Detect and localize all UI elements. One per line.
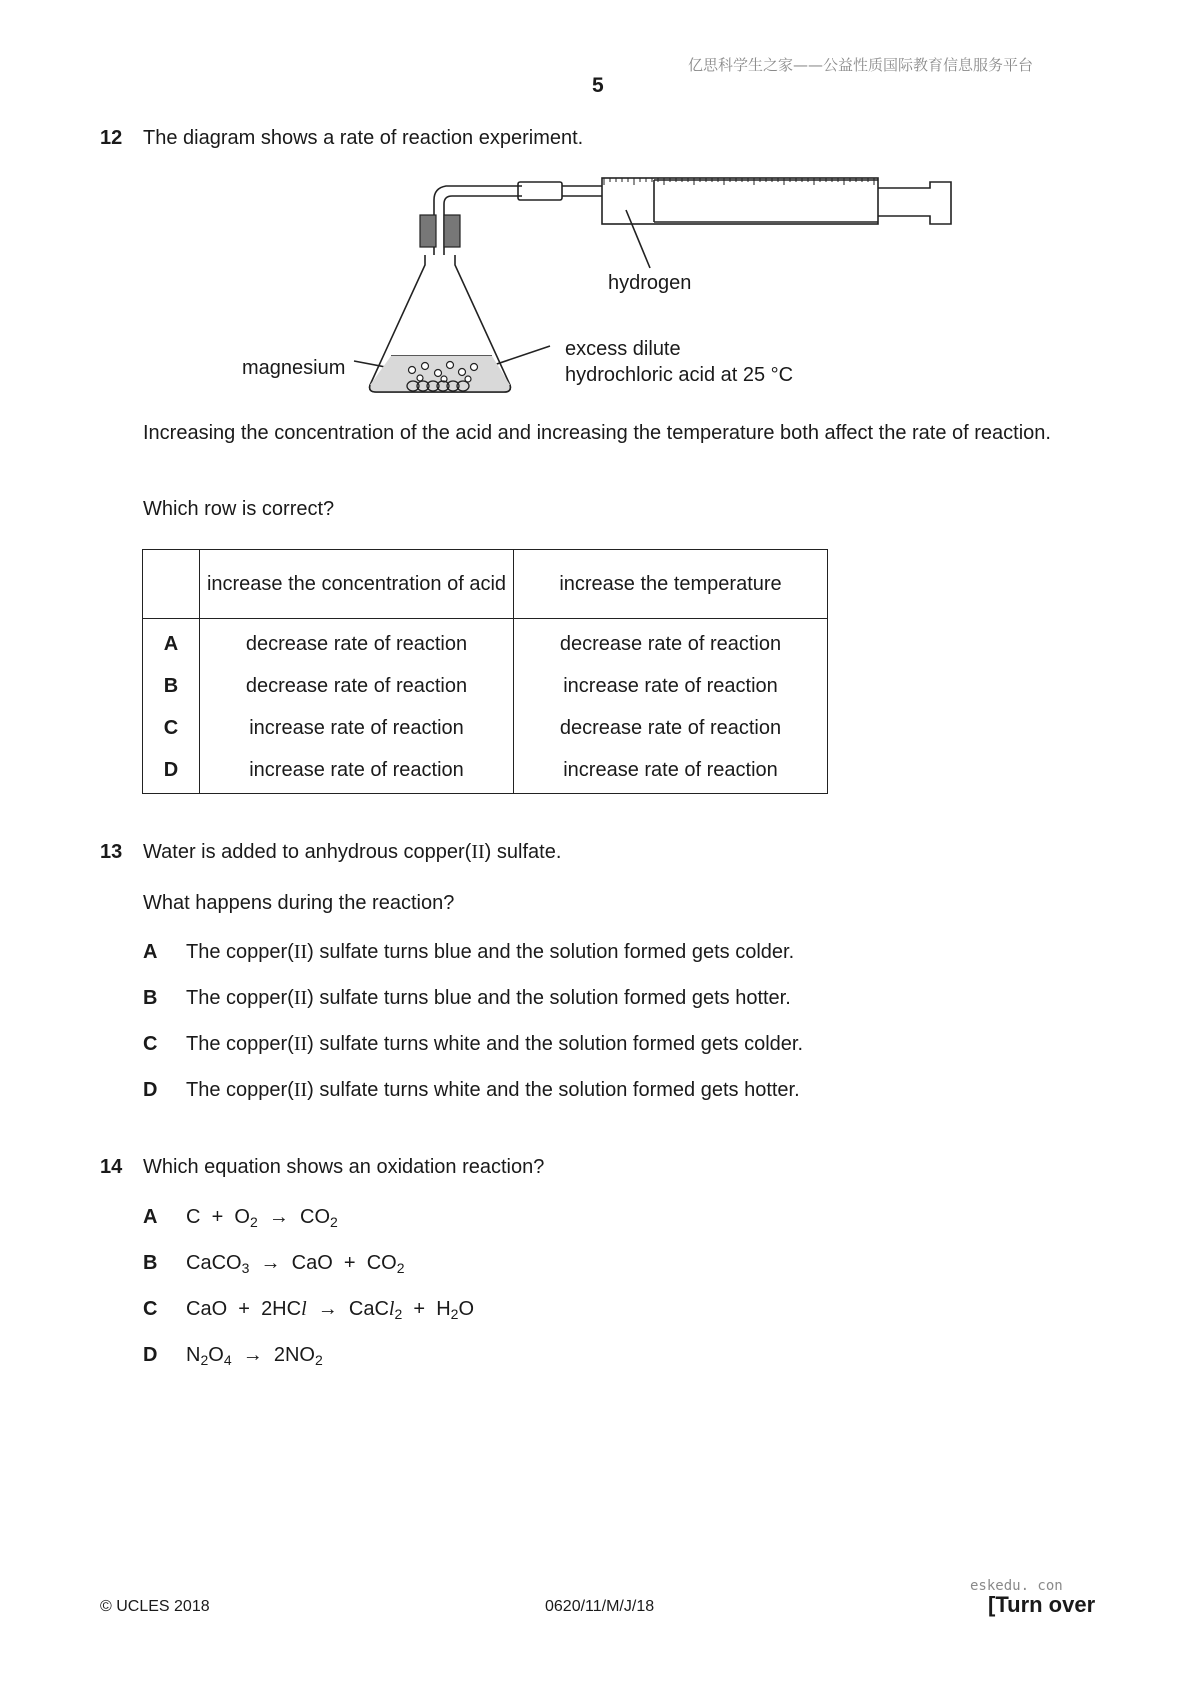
syringe-plunger xyxy=(654,180,951,224)
cell-concentration: increase rate of reaction xyxy=(200,707,514,749)
table-row xyxy=(143,619,828,666)
q14-equation-d: $N_2O_4 \to 2NO_2$ xyxy=(186,1344,323,1368)
footer-turn-over: [Turn over xyxy=(988,1592,1096,1617)
q14-option-label: B xyxy=(143,1252,158,1274)
table-row xyxy=(143,707,828,749)
footer-paper-code: 0620/11/M/J/18 xyxy=(545,1598,655,1615)
q13-option-label: B xyxy=(143,987,158,1009)
question-13-prompt: What happens during the reaction? xyxy=(143,892,455,914)
label-acid-line1: excess dilute xyxy=(565,338,681,360)
cell-temperature: decrease rate of reaction xyxy=(514,619,828,666)
q14-option-label: C xyxy=(143,1298,158,1320)
label-hydrogen: hydrogen xyxy=(608,272,692,294)
footer-copyright: © UCLES 2018 xyxy=(100,1598,210,1615)
answer-table xyxy=(142,549,828,794)
q13-option-label: D xyxy=(143,1079,158,1101)
syringe-barrel xyxy=(602,178,878,224)
question-12-prompt: Which row is correct? xyxy=(143,498,335,520)
q13-option-label: C xyxy=(143,1033,158,1055)
label-magnesium: magnesium xyxy=(242,357,346,379)
question-13-stem: Water is added to anhydrous copper(II) sulfate. xyxy=(143,841,562,863)
footer-watermark: eskedu. con xyxy=(970,1578,1063,1594)
q14-option-label: D xyxy=(143,1344,158,1366)
question-12-info: Increasing the concentration of the acid and increasing the temperature both affect the rate of reaction. xyxy=(143,422,1051,444)
question-13-number: 13 xyxy=(100,841,123,863)
row-label: C xyxy=(143,707,200,749)
cell-concentration: decrease rate of reaction xyxy=(200,619,514,666)
question-14-number: 14 xyxy=(100,1156,123,1178)
bung-left xyxy=(420,215,436,247)
question-12-stem: The diagram shows a rate of reaction experiment. xyxy=(143,127,584,149)
q14-equation-a: $C + O_2 \to CO_2$ xyxy=(186,1206,338,1230)
rubber-connector xyxy=(518,182,562,200)
cell-temperature: decrease rate of reaction xyxy=(514,707,828,749)
label-acid-line2: hydrochloric acid at 25 °C xyxy=(565,364,794,386)
question-14-stem: Which equation shows an oxidation reaction? xyxy=(143,1156,545,1178)
syringe-scale xyxy=(604,178,874,185)
table-header-concentration: increase the concentration of acid xyxy=(200,550,514,619)
row-label: B xyxy=(143,665,200,707)
row-label: D xyxy=(143,749,200,794)
cell-temperature: increase rate of reaction xyxy=(514,749,828,794)
q14-equation-b: CaCO$_3$ → CaO + $CO_2$ xyxy=(186,1252,405,1276)
q14-option-label: A xyxy=(143,1206,158,1228)
q13-option-label: A xyxy=(143,941,158,963)
table-header-empty xyxy=(143,550,200,619)
cell-temperature: increase rate of reaction xyxy=(514,665,828,707)
row-label: A xyxy=(143,619,200,666)
q13-option-text: The copper(II) sulfate turns white and the solution formed gets hotter. xyxy=(186,1079,800,1101)
cell-concentration: increase rate of reaction xyxy=(200,749,514,794)
q14-equation-c: CaO + 2HCl → CaCl$_2$ + $H_2O$ xyxy=(186,1298,475,1322)
table-row xyxy=(143,665,828,707)
q13-option-text: The copper(II) sulfate turns blue and the solution formed gets hotter. xyxy=(186,987,791,1009)
bung-right xyxy=(444,215,460,247)
header-site-text: 亿思科学生之家——公益性质国际教育信息服务平台 xyxy=(688,56,1034,74)
cell-concentration: decrease rate of reaction xyxy=(200,665,514,707)
table-row xyxy=(143,749,828,794)
q13-option-text: The copper(II) sulfate turns blue and the solution formed gets colder. xyxy=(186,941,795,963)
table-header-temperature: increase the temperature xyxy=(514,550,828,619)
page-number: 5 xyxy=(592,74,604,97)
question-12-number: 12 xyxy=(100,127,123,149)
q13-option-text: The copper(II) sulfate turns white and the solution formed gets colder. xyxy=(186,1033,804,1055)
